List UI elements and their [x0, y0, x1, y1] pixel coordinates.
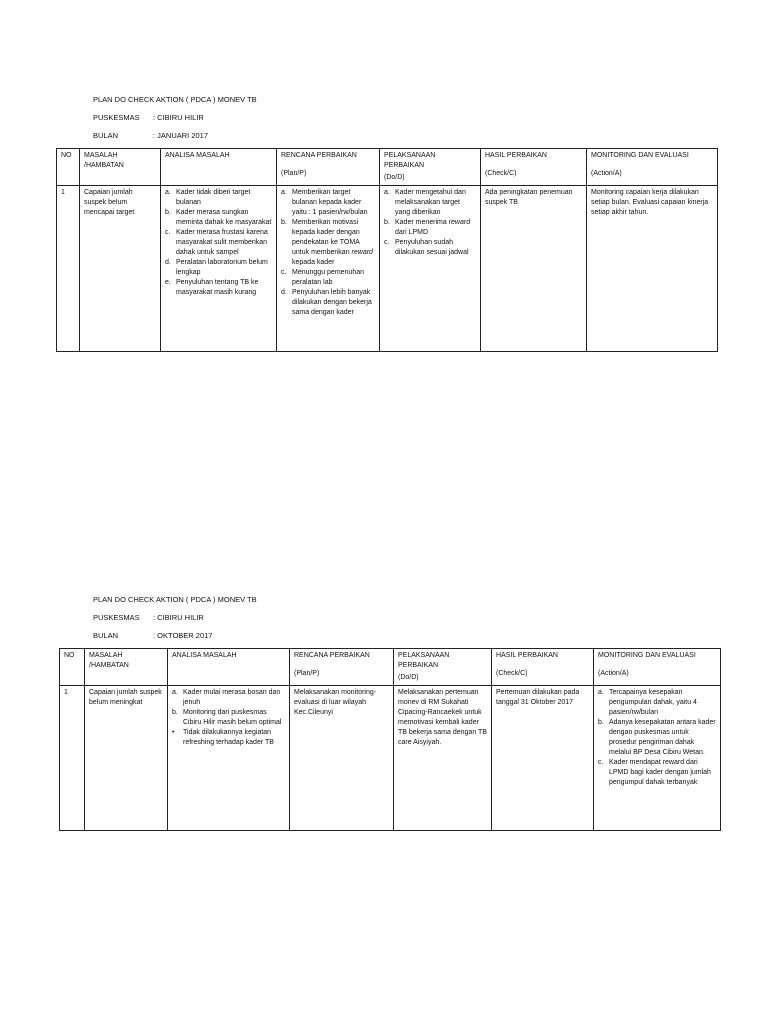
doc2-puskesmas-value: : CIBIRU HILIR — [153, 613, 204, 622]
monitoring-sub: (Action/A) — [598, 670, 629, 677]
list-item: a. Kader mulai merasa bosan dan jenuh — [172, 689, 281, 706]
doc1-table-wrap — [56, 148, 717, 352]
pelaksanaan-list — [384, 188, 476, 258]
list-item: d. Penyuluhan lebih banyak dilakukan dengan bekerja sama dengan kader — [281, 289, 372, 316]
cell-rencana: Melaksanakan monitoring-evaluasi di luar wilayah Kec.Cileunyi — [290, 686, 394, 831]
monitoring-title: MONITORING DAN EVALUASI — [591, 152, 689, 159]
col-header-analisa: ANALISA MASALAH — [168, 649, 290, 686]
col-header-monitoring — [587, 149, 718, 186]
pelaksanaan-sub: (Do/D) — [384, 174, 405, 181]
monitoring-title: MONITORING DAN EVALUASI — [598, 652, 696, 659]
doc1-bulan-label: BULAN — [93, 131, 119, 140]
doc1-bulan-line — [93, 131, 257, 141]
col-header-masalah: MASALAH /HAMBATAN — [85, 649, 168, 686]
rencana-sub: (Plan/P) — [281, 170, 307, 177]
monitoring-sub: (Action/A) — [591, 170, 622, 177]
pelaksanaan-title: PELAKSANAAN PERBAIKAN — [384, 152, 436, 169]
list-item: b. Kader menerima reward dari LPMD — [384, 219, 471, 236]
doc1-bulan-value: : JANUARI 2017 — [153, 131, 209, 140]
analisa-list — [165, 188, 272, 298]
col-header-hasil — [492, 649, 594, 686]
cell-masalah: Capaian jumlah suspek belum meningkat — [85, 686, 168, 831]
doc2-puskesmas-label: PUSKESMAS — [93, 613, 140, 622]
cell-rencana — [277, 186, 380, 352]
rencana-title: RENCANA PERBAIKAN — [281, 152, 357, 159]
doc1-header-row — [57, 149, 718, 186]
doc1-puskesmas-line — [93, 113, 257, 123]
list-item: a. Memberikan target bulanan kepada kader yaitu : 1 pasien/rw/bulan — [281, 189, 368, 216]
list-item: b. Kader merasa sungkan meminta dahak ke masyarakat — [165, 209, 272, 226]
monitoring-list — [598, 688, 716, 788]
col-header-no: NO — [57, 149, 80, 186]
cell-no: 1 — [57, 186, 80, 352]
doc1-header — [93, 95, 257, 141]
cell-pelaksanaan: Melaksanakan pertemuan monev di RM Sukahati Cipacing-Rancaekek untuk memotivasi kembali kader TB bekerja sama dengan TB care Aisyiyah. — [394, 686, 492, 831]
list-item: e. Penyuluhan tentang TB ke masyarakat masih kurang — [165, 279, 259, 296]
cell-analisa — [168, 686, 290, 831]
doc2-bulan-value: : OKTOBER 2017 — [153, 631, 213, 640]
analisa-list — [172, 688, 285, 748]
col-header-analisa: ANALISA MASALAH — [161, 149, 277, 186]
col-header-monitoring — [594, 649, 721, 686]
doc1-pdca-table — [56, 148, 718, 352]
table-row — [57, 186, 718, 352]
rencana-sub: (Plan/P) — [294, 670, 320, 677]
list-item: b. Adanya kesepakatan antara kader dengan puskesmas untuk prosedur pengiriman dahak melalui BP Desa Cibiru Wetan. — [598, 719, 716, 756]
list-item: d. Peralatan laboratorium belum lengkap — [165, 259, 268, 276]
list-item: c. Kader merasa frustasi karena masyarakat sulit memberikan dahak untuk sampel — [165, 229, 268, 256]
doc1-puskesmas-value: : CIBIRU HILIR — [153, 113, 204, 122]
hasil-title: HASIL PERBAIKAN — [496, 652, 558, 659]
cell-masalah: Capaian jumlah suspek belum mencapai target — [80, 186, 161, 352]
col-header-pelaksanaan — [394, 649, 492, 686]
doc1-title: PLAN DO CHECK AKTION ( PDCA ) MONEV TB — [93, 95, 257, 104]
cell-pelaksanaan — [380, 186, 481, 352]
doc2-table-wrap — [59, 648, 720, 831]
list-item: b. Monitoring dari puskesmas Cibiru Hilir masih belum optimal — [172, 709, 282, 726]
doc2-header-row — [60, 649, 721, 686]
list-item: c. Kader mendapat reward dari LPMD bagi kader dengan jumlah pengumpul dahak terbanyak — [598, 759, 711, 786]
hasil-title: HASIL PERBAIKAN — [485, 152, 547, 159]
doc2-bulan-label: BULAN — [93, 631, 119, 640]
doc2-header — [93, 595, 257, 641]
col-header-rencana — [277, 149, 380, 186]
pelaksanaan-title: PELAKSANAAN PERBAIKAN — [398, 652, 450, 669]
cell-analisa — [161, 186, 277, 352]
doc2-bulan-line — [93, 631, 257, 641]
cell-monitoring: Monitoring capaian kerja dilakukan setiap bulan. Evaluasi capaian kinerja setiap akhir tahun. — [587, 186, 718, 352]
rencana-list — [281, 188, 375, 318]
col-header-hasil — [481, 149, 587, 186]
cell-no: 1 — [60, 686, 85, 831]
list-item: b. Memberikan motivasi kepada kader dengan pendekatan ke TOMA untuk memberikan reward kepada kader — [281, 219, 373, 266]
col-header-no: NO — [60, 649, 85, 686]
col-header-rencana — [290, 649, 394, 686]
doc2-puskesmas-line — [93, 613, 257, 623]
list-item: c. Menunggu pemenuhan peralatan lab — [281, 269, 365, 286]
doc2-title: PLAN DO CHECK AKTION ( PDCA ) MONEV TB — [93, 595, 257, 604]
table-row — [60, 686, 721, 831]
col-header-masalah: MASALAH /HAMBATAN — [80, 149, 161, 186]
cell-hasil: Pertemuan dilakukan pada tanggal 31 Oktober 2017 — [492, 686, 594, 831]
list-item: a. Kader mengetahui dan melaksanakan target yang diberikan — [384, 189, 466, 216]
list-item: a. Tercapainya kesepakan pengumpulan dahak, yaitu 4 pasien/rw/bulan — [598, 689, 697, 716]
col-header-pelaksanaan — [380, 149, 481, 186]
list-item: a. Kader tidak diberi target bulanan — [165, 189, 251, 206]
doc1-puskesmas-label: PUSKESMAS — [93, 113, 140, 122]
list-item: c. Penyuluhan sudah dilakukan sesuai jadwal — [384, 239, 469, 256]
doc2-pdca-table — [59, 648, 721, 831]
hasil-sub: (Check/C) — [485, 170, 517, 177]
hasil-sub: (Check/C) — [496, 670, 528, 677]
rencana-title: RENCANA PERBAIKAN — [294, 652, 370, 659]
cell-monitoring — [594, 686, 721, 831]
cell-hasil: Ada peningkatan penemuan suspek TB — [481, 186, 587, 352]
list-item: • Tidak dilakukannya kegiatan refreshing terhadap kader TB — [172, 729, 274, 746]
pelaksanaan-sub: (Do/D) — [398, 674, 419, 681]
